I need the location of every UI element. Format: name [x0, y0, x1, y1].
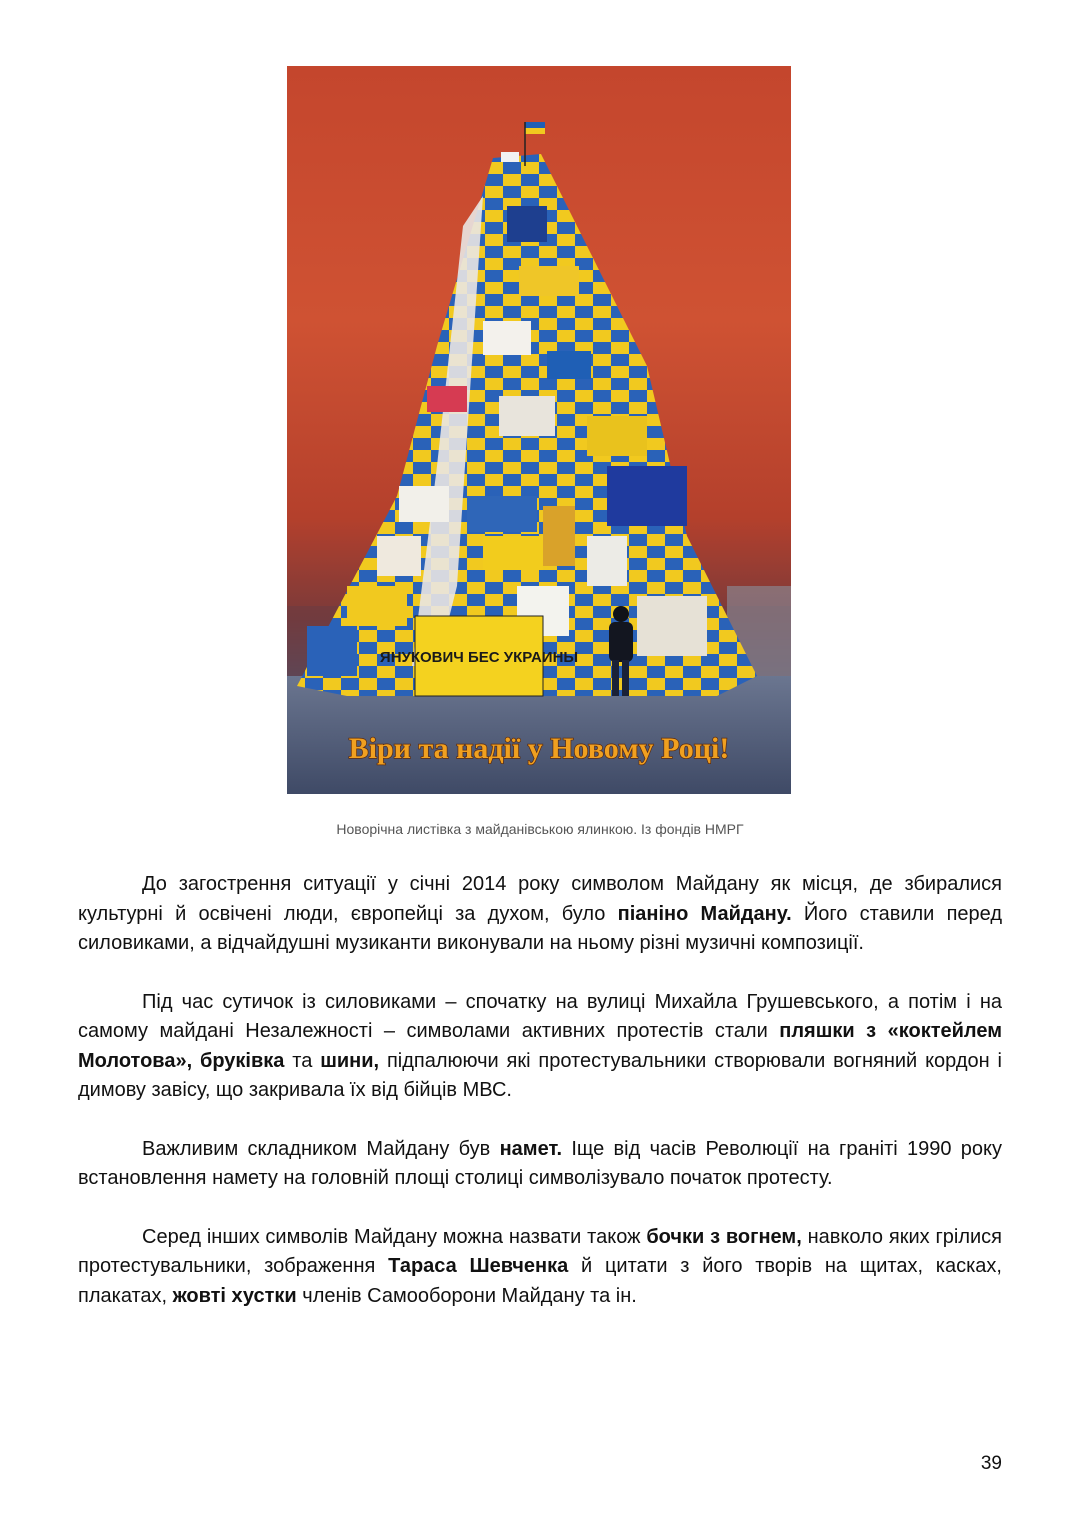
main-text	[78, 870, 1002, 1340]
paragraph-text: Його ставили перед силовиками, а відчайдушні музиканти виконували на ньому різні музичні композиції.	[78, 902, 1002, 954]
postcard-image	[287, 66, 791, 794]
maidan-tree-illustration	[287, 66, 791, 794]
banner-text: ЯНУКОВИЧ БЕС УКРАИНЫ	[379, 649, 579, 666]
paragraph-tent	[78, 1135, 1002, 1194]
bold-term: піаніно Майдану.	[617, 902, 792, 925]
paragraph-text: Під час сутичок із силовиками – спочатку на вулиці Михайла Грушевського, а потім і на самому майдані Незалежності – символами активних протестів стали	[78, 990, 1002, 1042]
paragraph-text: Іще від часів Революції на граніті 1990 року встановлення намету на головній площі столиці символізувало початок протесту.	[78, 1137, 1002, 1189]
paragraph-text: підпалюючи які протестувальники створювали вогняний кордон і димову завісу, що закривала їх від бійців МВС.	[78, 1049, 1002, 1101]
bold-term: намет.	[499, 1137, 563, 1160]
paragraph-text: Важливим складником Майдану був	[142, 1137, 500, 1160]
paragraph-molotov	[78, 988, 1002, 1106]
bold-term: бочки з вогнем,	[646, 1225, 802, 1248]
paragraph-text: членів Самооборони Майдану та ін.	[296, 1284, 637, 1307]
page-number: 39	[980, 1453, 1002, 1474]
bold-term: пляшки з «коктейлем Молотова», бруківка	[78, 1020, 1003, 1072]
paragraph-text: та	[284, 1049, 321, 1072]
paragraph-text: Серед інших символів Майдану можна назвати також	[142, 1225, 647, 1248]
bold-term: Тараса Шевченка	[388, 1255, 569, 1277]
paragraph-piano	[78, 870, 1002, 959]
bold-term: жовті хустки	[172, 1284, 297, 1307]
figure-caption: Новорічна листівка з майданівською ялинкою. Із фондів НМРГ	[336, 821, 744, 837]
paragraph-other-symbols	[78, 1223, 1002, 1312]
card-greeting-text: Віри та надії у Новому Році!	[348, 732, 730, 765]
paragraph-text: навколо яких грілися протестувальники, зображення	[78, 1225, 1002, 1277]
paragraph-text: До загострення ситуації у січні 2014 року символом Майдану як місця, де збиралися культурні й освічені люди, європейці за духом, було	[78, 873, 1002, 925]
paragraph-text: й цитати з його творів на щитах, касках, плакатах,	[78, 1255, 1002, 1307]
bold-term: шини,	[320, 1049, 380, 1072]
